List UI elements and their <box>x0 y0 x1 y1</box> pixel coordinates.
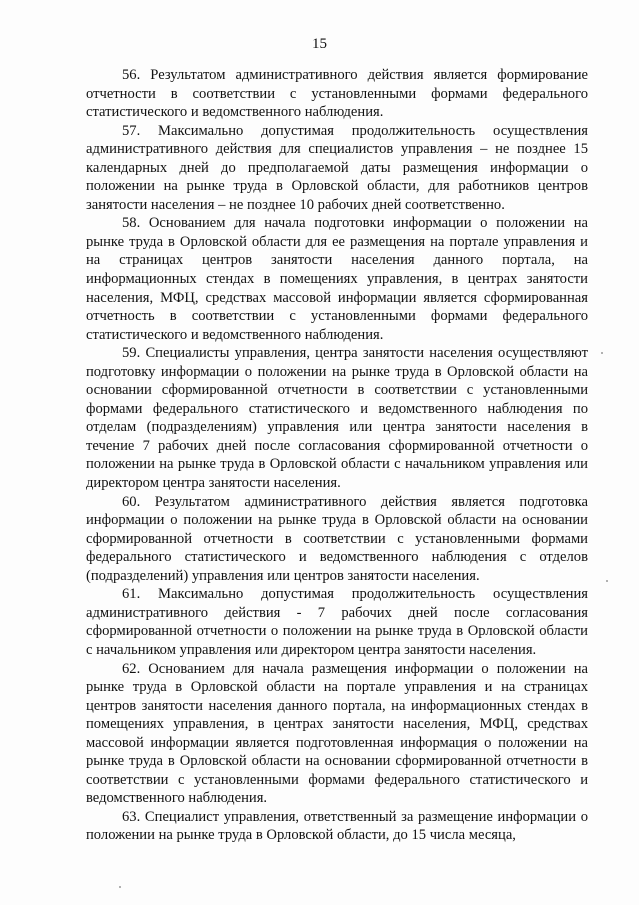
paragraph-60: 60. Результатом административного действия является подготовка информации о положении на рынке труда в Орловской области на основании сформированной отчетности в соответствии с установленными формами федерального статистического и ведомственного наблюдения с отделов (подразделений) управления или центров занятости населения. <box>86 493 588 584</box>
paragraph-57: 57. Максимально допустимая продолжительность осуществления административного действия для специалистов управления – не позднее 15 календарных дней до предполагаемой даты размещения информации о положении на рынке труда в Орловской области, для работников центров занятости населения – не позднее 10 рабочих дней соответственно. <box>86 122 588 213</box>
paragraph-59: 59. Специалисты управления, центра занятости населения осуществляют подготовку информации о положении на рынке труда в Орловской области на основании сформированной отчетности в соответствии с установленными формами федерального статистического и ведомственного наблюдения по отделам (подразделениям) управления или центра занятости населения в течение 7 рабочих дней после согласования сформированной отчетности о положении на рынке труда в Орловской области с начальником управления или директором центра занятости населения. <box>86 345 588 492</box>
document-body <box>86 66 588 845</box>
page-number: 15 <box>312 36 327 52</box>
scan-speck <box>119 886 121 888</box>
paragraph-61: 61. Максимально допустимая продолжительность осуществления административного действия - 7 рабочих дней после согласования сформированной отчетности о положении на рынке труда в Орловской области с начальником управления или директором центра занятости населения. <box>86 586 588 658</box>
paragraph-56: 56. Результатом административного действия является формирование отчетности в соответствии с установленными формами федерального статистического и ведомственного наблюдения. <box>86 67 588 121</box>
scan-speck <box>606 580 608 582</box>
scan-speck <box>601 352 603 354</box>
paragraph-62: 62. Основанием для начала размещения информации о положении на рынке труда в Орловской области на портале управления и на страницах центров занятости населения данного портала, на информационных стендах в помещениях управления, в центрах занятости населения, МФЦ, средствах массовой информации является подготовленная информация о положении на рынке труда в Орловской области на основании сформированной отчетности в соответствии с установленными формами федерального статистического и ведомственного наблюдения. <box>86 660 588 807</box>
paragraph-58: 58. Основанием для начала подготовки информации о положении на рынке труда в Орловской области для ее размещения на портале управления и на страницах центров занятости населения данного портала, на информационных стендах в помещениях управления, в центрах занятости населения, МФЦ, средствах массовой информации является сформированная отчетность в соответствии с установленными формами федерального статистического и ведомственного наблюдения. <box>86 215 588 343</box>
paragraph-63: 63. Специалист управления, ответственный за размещение информации о положении на рынке труда в Орловской области, до 15 числа месяца, <box>86 808 588 844</box>
